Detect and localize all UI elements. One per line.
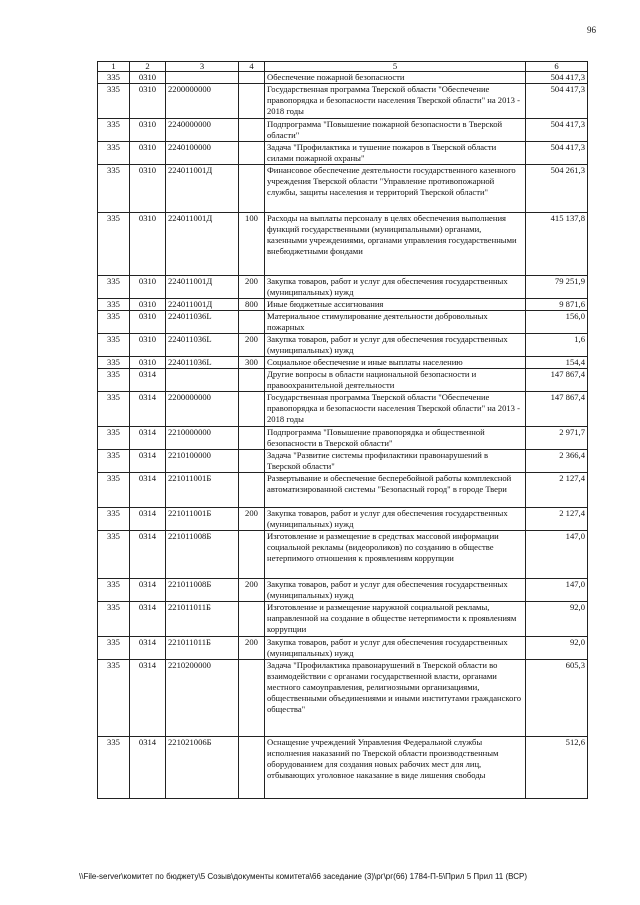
- description-cell: Расходы на выплаты персоналу в целях обеспечения выполнения функций государственными (муниципальными) органами, казенными учреждениями, органами управления государственными внебюджетными фондами: [265, 213, 526, 276]
- description-cell: Закупка товаров, работ и услуг для обеспечения государственных (муниципальных) нужд: [265, 508, 526, 531]
- target-article-cell: 224011001Д: [166, 299, 239, 311]
- target-article-cell: 221011001Б: [166, 473, 239, 508]
- target-article-cell: 221011011Б: [166, 602, 239, 637]
- file-path-footer: \\File-server\комитет по бюджету\5 Созыв\документы комитета\66 заседание (3)\рг\рг(66) 1784-П-5\Прил 5 Прил 11 (ВСР): [79, 872, 527, 881]
- description-cell: Изготовление и размещение наружной социальной рекламы, направленной на создание в обществе нетерпимости к проявлениям коррупции: [265, 602, 526, 637]
- admin-code-cell: 335: [98, 119, 130, 142]
- expense-type-cell: [239, 84, 265, 119]
- table-row: [98, 637, 588, 660]
- amount-cell: 504 417,3: [526, 142, 588, 165]
- section-code-cell: 0314: [130, 602, 166, 637]
- section-code-cell: 0314: [130, 369, 166, 392]
- table-row: [98, 72, 588, 84]
- description-cell: Закупка товаров, работ и услуг для обеспечения государственных (муниципальных) нужд: [265, 334, 526, 357]
- admin-code-cell: 335: [98, 369, 130, 392]
- target-article-cell: 2200000000: [166, 392, 239, 427]
- expense-type-cell: [239, 72, 265, 84]
- admin-code-cell: 335: [98, 392, 130, 427]
- amount-cell: 147 867,4: [526, 369, 588, 392]
- table-row: [98, 473, 588, 508]
- expense-type-cell: [239, 450, 265, 473]
- amount-cell: 504 261,3: [526, 165, 588, 213]
- admin-code-cell: 335: [98, 276, 130, 299]
- target-article-cell: 224011001Д: [166, 276, 239, 299]
- section-code-cell: 0314: [130, 392, 166, 427]
- section-code-cell: 0310: [130, 299, 166, 311]
- amount-cell: 79 251,9: [526, 276, 588, 299]
- expense-type-cell: 800: [239, 299, 265, 311]
- section-code-cell: 0314: [130, 737, 166, 799]
- section-code-cell: 0310: [130, 334, 166, 357]
- section-code-cell: 0310: [130, 84, 166, 119]
- expense-type-cell: [239, 165, 265, 213]
- expense-type-cell: [239, 369, 265, 392]
- admin-code-cell: 335: [98, 427, 130, 450]
- amount-cell: 2 366,4: [526, 450, 588, 473]
- target-article-cell: 2210100000: [166, 450, 239, 473]
- description-cell: Социальное обеспечение и иные выплаты населению: [265, 357, 526, 369]
- column-header: 3: [166, 62, 239, 72]
- admin-code-cell: 335: [98, 602, 130, 637]
- admin-code-cell: 335: [98, 508, 130, 531]
- target-article-cell: 224011001Д: [166, 165, 239, 213]
- table-header-row: [98, 62, 588, 72]
- amount-cell: 2 127,4: [526, 508, 588, 531]
- amount-cell: 504 417,3: [526, 84, 588, 119]
- admin-code-cell: 335: [98, 165, 130, 213]
- table-row: [98, 737, 588, 799]
- budget-table: [97, 61, 588, 799]
- amount-cell: 147 867,4: [526, 392, 588, 427]
- expense-type-cell: 200: [239, 637, 265, 660]
- target-article-cell: 221011001Б: [166, 508, 239, 531]
- admin-code-cell: 335: [98, 450, 130, 473]
- description-cell: Задача "Профилактика правонарушений в Тверской области во взаимодействии с органами государственной власти, органами местного самоуправления, религиозными организациями, общественными объединениями и иными институтами гражданского общества": [265, 660, 526, 737]
- section-code-cell: 0310: [130, 311, 166, 334]
- expense-type-cell: [239, 427, 265, 450]
- target-article-cell: 2240100000: [166, 142, 239, 165]
- table-row: [98, 508, 588, 531]
- amount-cell: 415 137,8: [526, 213, 588, 276]
- column-header: 1: [98, 62, 130, 72]
- target-article-cell: 221011011Б: [166, 637, 239, 660]
- admin-code-cell: 335: [98, 299, 130, 311]
- target-article-cell: 224011036L: [166, 357, 239, 369]
- expense-type-cell: 200: [239, 334, 265, 357]
- expense-type-cell: 200: [239, 579, 265, 602]
- amount-cell: 9 871,6: [526, 299, 588, 311]
- table-row: [98, 602, 588, 637]
- section-code-cell: 0314: [130, 637, 166, 660]
- description-cell: Обеспечение пожарной безопасности: [265, 72, 526, 84]
- target-article-cell: 2210000000: [166, 427, 239, 450]
- expense-type-cell: [239, 602, 265, 637]
- description-cell: Развертывание и обеспечение бесперебойной работы комплексной автоматизированной системы "Безопасный город" в городе Твери: [265, 473, 526, 508]
- table-row: [98, 369, 588, 392]
- expense-type-cell: 100: [239, 213, 265, 276]
- section-code-cell: 0310: [130, 357, 166, 369]
- section-code-cell: 0314: [130, 508, 166, 531]
- table-row: [98, 427, 588, 450]
- target-article-cell: 221021006Б: [166, 737, 239, 799]
- admin-code-cell: 335: [98, 72, 130, 84]
- table-row: [98, 119, 588, 142]
- description-cell: Государственная программа Тверской области "Обеспечение правопорядка и безопасности населения Тверской области" на 2013 - 2018 годы: [265, 392, 526, 427]
- amount-cell: 605,3: [526, 660, 588, 737]
- expense-type-cell: [239, 660, 265, 737]
- admin-code-cell: 335: [98, 660, 130, 737]
- table-row: [98, 660, 588, 737]
- description-cell: Закупка товаров, работ и услуг для обеспечения государственных (муниципальных) нужд: [265, 276, 526, 299]
- section-code-cell: 0314: [130, 450, 166, 473]
- description-cell: Материальное стимулирование деятельности добровольных пожарных: [265, 311, 526, 334]
- table-row: [98, 276, 588, 299]
- table-row: [98, 334, 588, 357]
- amount-cell: 2 127,4: [526, 473, 588, 508]
- section-code-cell: 0314: [130, 473, 166, 508]
- table-row: [98, 299, 588, 311]
- section-code-cell: 0310: [130, 213, 166, 276]
- admin-code-cell: 335: [98, 311, 130, 334]
- table-row: [98, 531, 588, 579]
- table-row: [98, 142, 588, 165]
- description-cell: Подпрограмма "Повышение пожарной безопасности в Тверской области": [265, 119, 526, 142]
- section-code-cell: 0310: [130, 142, 166, 165]
- section-code-cell: 0314: [130, 579, 166, 602]
- amount-cell: 154,4: [526, 357, 588, 369]
- expense-type-cell: [239, 737, 265, 799]
- table-row: [98, 450, 588, 473]
- admin-code-cell: 335: [98, 637, 130, 660]
- expense-type-cell: [239, 392, 265, 427]
- section-code-cell: 0310: [130, 72, 166, 84]
- column-header: 6: [526, 62, 588, 72]
- description-cell: Другие вопросы в области национальной безопасности и правоохранительной деятельности: [265, 369, 526, 392]
- page-number: 96: [587, 25, 596, 35]
- target-article-cell: 224011036L: [166, 334, 239, 357]
- section-code-cell: 0314: [130, 660, 166, 737]
- expense-type-cell: [239, 473, 265, 508]
- target-article-cell: 224011001Д: [166, 213, 239, 276]
- target-article-cell: 221011008Б: [166, 531, 239, 579]
- description-cell: Оснащение учреждений Управления Федеральной службы исполнения наказаний по Тверской области производственным оборудованием для создания новых рабочих мест для лиц, отбывающих уголовное наказание в виде лишения свободы: [265, 737, 526, 799]
- target-article-cell: [166, 72, 239, 84]
- expense-type-cell: [239, 311, 265, 334]
- admin-code-cell: 335: [98, 334, 130, 357]
- amount-cell: 147,0: [526, 579, 588, 602]
- admin-code-cell: 335: [98, 579, 130, 602]
- target-article-cell: 221011008Б: [166, 579, 239, 602]
- description-cell: Задача "Развитие системы профилактики правонарушений в Тверской области": [265, 450, 526, 473]
- description-cell: Закупка товаров, работ и услуг для обеспечения государственных (муниципальных) нужд: [265, 637, 526, 660]
- amount-cell: 504 417,3: [526, 119, 588, 142]
- section-code-cell: 0314: [130, 427, 166, 450]
- description-cell: Иные бюджетные ассигнования: [265, 299, 526, 311]
- description-cell: Подпрограмма "Повышение правопорядка и общественной безопасности в Тверской области": [265, 427, 526, 450]
- table-row: [98, 392, 588, 427]
- description-cell: Финансовое обеспечение деятельности государственного казенного учреждения Тверской области "Управление противопожарной службы, защиты населения и территорий Тверской области": [265, 165, 526, 213]
- amount-cell: 92,0: [526, 602, 588, 637]
- column-header: 4: [239, 62, 265, 72]
- expense-type-cell: 300: [239, 357, 265, 369]
- admin-code-cell: 335: [98, 142, 130, 165]
- table-row: [98, 165, 588, 213]
- target-article-cell: 2210200000: [166, 660, 239, 737]
- admin-code-cell: 335: [98, 84, 130, 119]
- amount-cell: 156,0: [526, 311, 588, 334]
- amount-cell: 1,6: [526, 334, 588, 357]
- amount-cell: 2 971,7: [526, 427, 588, 450]
- table-row: [98, 579, 588, 602]
- amount-cell: 504 417,3: [526, 72, 588, 84]
- admin-code-cell: 335: [98, 473, 130, 508]
- table-row: [98, 357, 588, 369]
- expense-type-cell: [239, 119, 265, 142]
- admin-code-cell: 335: [98, 737, 130, 799]
- target-article-cell: 224011036L: [166, 311, 239, 334]
- target-article-cell: 2200000000: [166, 84, 239, 119]
- description-cell: Задача "Профилактика и тушение пожаров в Тверской области силами пожарной охраны": [265, 142, 526, 165]
- description-cell: Закупка товаров, работ и услуг для обеспечения государственных (муниципальных) нужд: [265, 579, 526, 602]
- target-article-cell: 2240000000: [166, 119, 239, 142]
- section-code-cell: 0310: [130, 276, 166, 299]
- admin-code-cell: 335: [98, 357, 130, 369]
- column-header: 5: [265, 62, 526, 72]
- admin-code-cell: 335: [98, 213, 130, 276]
- section-code-cell: 0314: [130, 531, 166, 579]
- section-code-cell: 0310: [130, 119, 166, 142]
- expense-type-cell: 200: [239, 276, 265, 299]
- table-row: [98, 84, 588, 119]
- section-code-cell: 0310: [130, 165, 166, 213]
- amount-cell: 147,0: [526, 531, 588, 579]
- description-cell: Государственная программа Тверской области "Обеспечение правопорядка и безопасности населения Тверской области" на 2013 - 2018 годы: [265, 84, 526, 119]
- table-row: [98, 311, 588, 334]
- expense-type-cell: 200: [239, 508, 265, 531]
- target-article-cell: [166, 369, 239, 392]
- column-header: 2: [130, 62, 166, 72]
- amount-cell: 512,6: [526, 737, 588, 799]
- table-row: [98, 213, 588, 276]
- admin-code-cell: 335: [98, 531, 130, 579]
- expense-type-cell: [239, 531, 265, 579]
- amount-cell: 92,0: [526, 637, 588, 660]
- expense-type-cell: [239, 142, 265, 165]
- description-cell: Изготовление и размещение в средствах массовой информации социальной рекламы (видеороликов) по созданию в обществе нетерпимого отношения к проявлениям коррупции: [265, 531, 526, 579]
